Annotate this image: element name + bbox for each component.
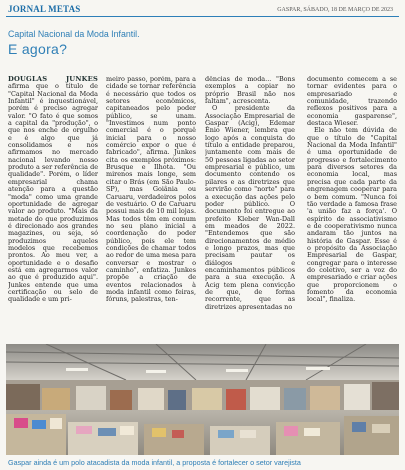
article-headline: Capital Nacional da Moda Infantil. [8, 29, 140, 39]
paragraph: meiro passo, porém, para a cidade se tornar referência é necessário que todos os setores econômicos, capitaneados pelo poder público, se unam. "Investimos num ponto comercial é o porquê inicial para o nosso comércio expor o que é fabricado", afirma. Junkes cita os exemplos próximos: Brusque e Ilhota. "Ou mirenos mais longe, sem citar o Brás (em São Paulo-SP), mas Goiânia ou Caruaru, verdadeiros polos de vestuário. O de Caruaru possui mais de 10 mil lojas. Mas todos têm em comum no seu plano inicial a coordenação do poder público, pois ele tem condições de chamar todos ao redor de uma mesa para conversar e mostrar o caminho", enfatiza. Junkes propõe a criação de eventos relacionados à moda infantil como feiras, fóruns, palestras, ten- [106, 76, 196, 304]
paragraph: dências de moda... "Bons exemplos a copiar no próprio Brasil não nos faltam", acrescenta. [205, 76, 295, 106]
article-column-2 [106, 76, 196, 342]
paragraph: documento comecem a se tornar evidentes para o empresariado e comunidade, trazendo reflexos positivos para a economia gasparense", destaca Wieser. [307, 76, 397, 128]
article-column-1 [8, 76, 98, 342]
author-name: DOUGLAS JUNKES [8, 76, 98, 83]
page-header [0, 0, 405, 22]
paragraph: Ele não tem dúvida de que o título de "Capital Nacional da Moda Infantil" é uma oportunidade de progresso e fortalecimento para diversos setores da economia local, mas precisa que cada parte da engrenagem cooperar para o bem comum. "Nunca foi tão verdade a famosa frase 'a união faz a força'. O espírito de associativismo e de cooperativismo nunca andaram tão juntos na história de Gaspar. Esse é o propósito da Associação Empresarial de Gaspar, congregar para o interesse do coletivo, ser a voz do empresariado e criar ações que proporcionem o fomento da economia local", finaliza. [307, 126, 397, 304]
paragraph [8, 76, 98, 304]
paragraph-text: afirma que o título de "Capital Nacional da Moda Infantil" é inquestionável, porém é preciso agregar valor. "O fato é que somos a capital da "produção", o que nos enche de orgulho e é algo que já consolidamos e nos afirmamos no mercado nacional levando nosso produto a ser referência de qualidade". Porém, o líder empresarial chama atenção para a questão "moda" como uma grande oportunidade de agregar valor ao produto. "Mais da metade do que produzimos é direcionado aos grandes magazines, ou seja, só produzimos aqueles modelos que recebemos prontos. Ao meu ver, a oportunidade e o desafio está em agregarmos valor ao que é produzido aqui". Junkes entende que uma certificação ou selo de qualidade e um pri- [8, 82, 98, 304]
article-body [8, 76, 401, 342]
article-subhead: E agora? [8, 41, 68, 57]
issue-date: GASPAR, SÁBADO, 18 DE MARÇO DE 2023 [277, 7, 393, 13]
photo-caption: Gaspar ainda é um polo atacadista da moda infantil, a proposta é fortalecer o setor varejista [8, 458, 301, 467]
article-column-4 [307, 76, 397, 342]
newspaper-brand: JORNAL METAS [8, 4, 81, 14]
paragraph: O presidente da Associação Empresarial de Gaspar (Acig), Edemar Ênio Wiener, lembra que logo após a conquista do título a entidade preparou, juntamente com mais de 50 pessoas ligadas ao setor empresarial e público, um documento contendo os pilares e as diretrizes que servirão como "norte" para a execução das ações pelo poder público. O documento foi entregue ao prefeito Kleber Wan-Dall em meados de 2022. "Entendemos que são direcionamentos de médio e longo prazos, mas que precisam pautar os diálogos e encaminhamentos públicos para a sua execução. A Acig tem plena convicção de que, de forma recorrente, que as diretrizes apresentadas no [205, 104, 295, 311]
warehouse-photo [6, 344, 399, 455]
header-divider [6, 16, 399, 17]
article-column-3 [205, 76, 295, 342]
